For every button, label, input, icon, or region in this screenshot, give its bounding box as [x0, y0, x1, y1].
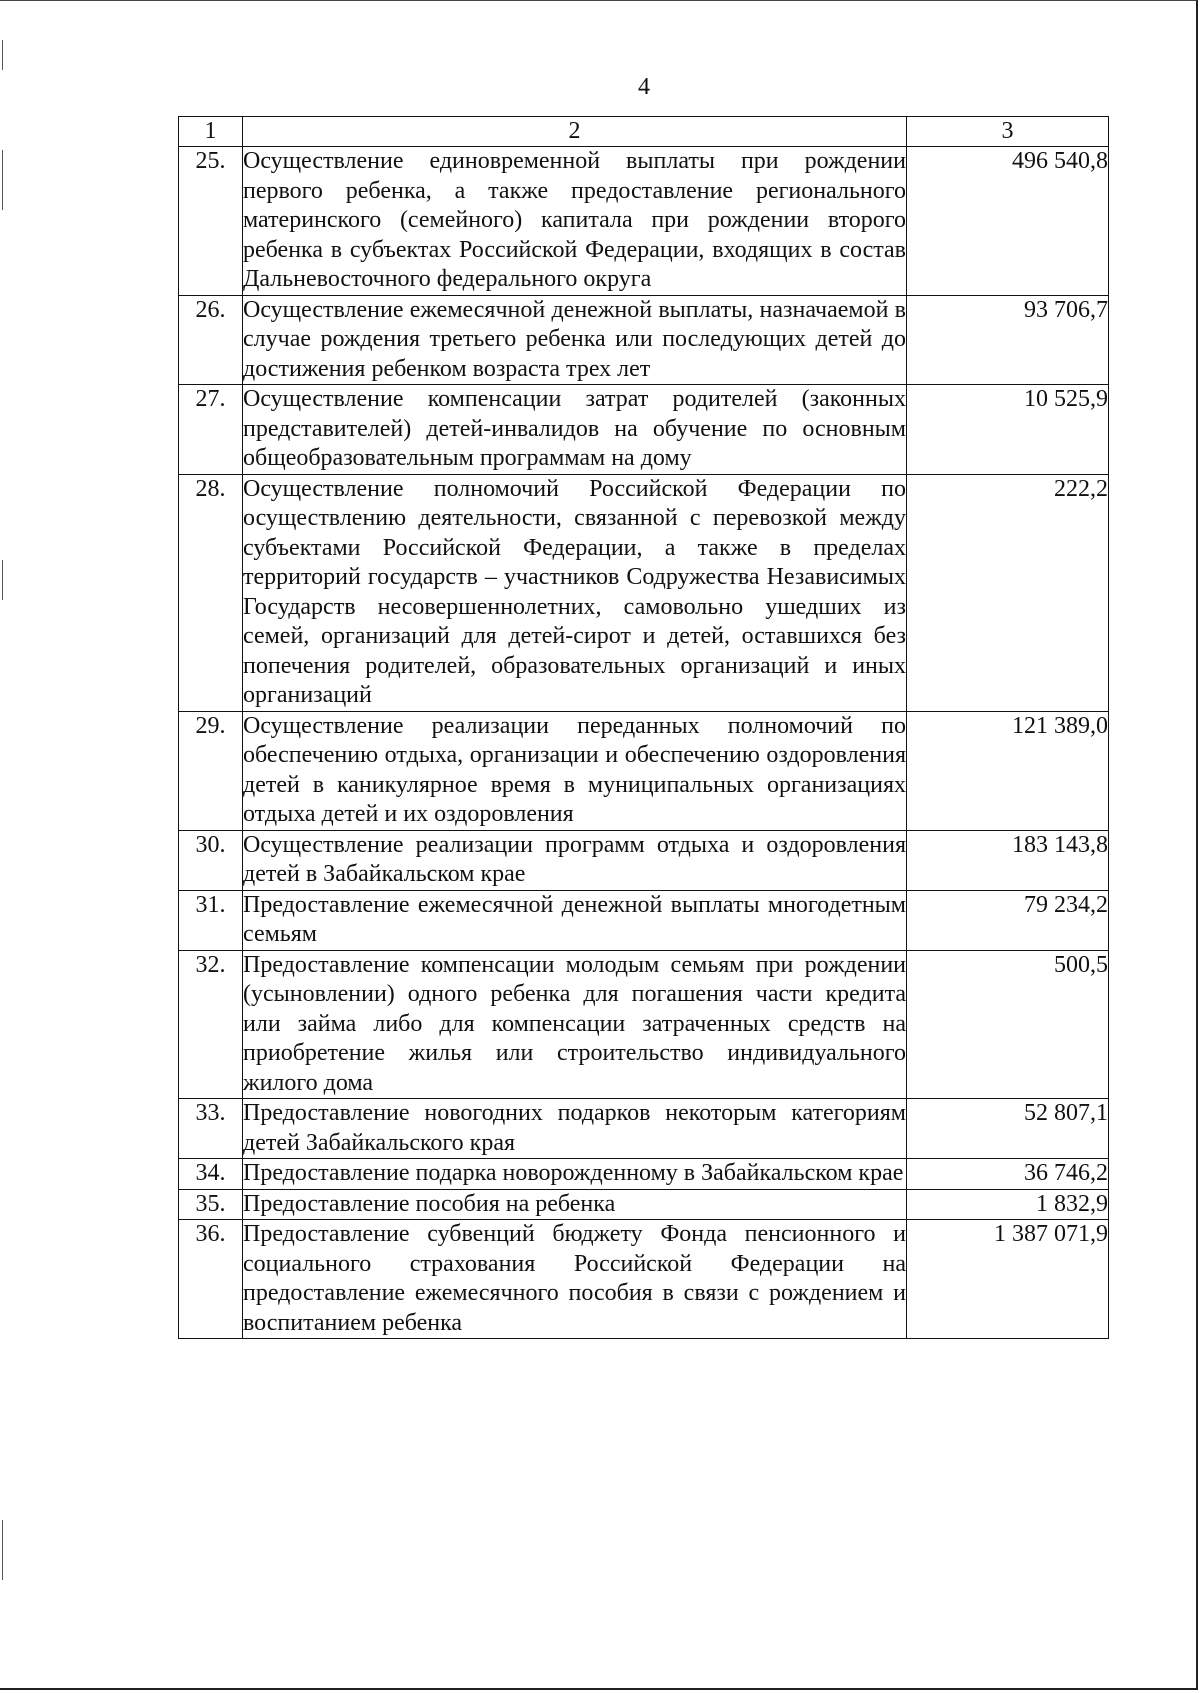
row-number: 30. [179, 830, 243, 890]
scan-mark [2, 40, 3, 70]
row-amount: 79 234,2 [907, 890, 1109, 950]
row-number: 35. [179, 1189, 243, 1220]
table-row [179, 1099, 1109, 1159]
row-number: 25. [179, 147, 243, 296]
row-number: 28. [179, 474, 243, 711]
row-number: 36. [179, 1220, 243, 1339]
row-description: Осуществление полномочий Российской Федерации по осуществлению деятельности, связанной с перевозкой между субъектами Российской Федерации, а также в пределах территорий государств – участников Содружества Независимых Государств несовершеннолетних, самовольно ушедших из семей, организаций для детей-сирот и детей, оставшихся без попечения родителей, образовательных организаций и иных организаций [243, 474, 907, 711]
header-cell-3: 3 [907, 117, 1109, 147]
page-number: 4 [638, 74, 650, 100]
row-description: Предоставление пособия на ребенка [243, 1189, 907, 1220]
row-description: Предоставление ежемесячной денежной выплаты многодетным семьям [243, 890, 907, 950]
scan-mark [2, 1520, 3, 1580]
table-row [179, 1220, 1109, 1339]
table-row [179, 1159, 1109, 1190]
table-row [179, 474, 1109, 711]
table-row [179, 295, 1109, 385]
row-number: 34. [179, 1159, 243, 1190]
table-row [179, 385, 1109, 475]
row-number: 31. [179, 890, 243, 950]
row-amount: 500,5 [907, 950, 1109, 1099]
row-description: Предоставление подарка новорожденному в Забайкальском крае [243, 1159, 907, 1190]
row-description: Предоставление субвенций бюджету Фонда пенсионного и социального страхования Российской Федерации на предоставление ежемесячного пособия в связи с рождением и воспитанием ребенка [243, 1220, 907, 1339]
table-row [179, 147, 1109, 296]
row-description: Осуществление единовременной выплаты при рождении первого ребенка, а также предоставление регионального материнского (семейного) капитала при рождении второго ребенка в субъектах Российской Федерации, входящих в состав Дальневосточного федерального округа [243, 147, 907, 296]
row-amount: 1 832,9 [907, 1189, 1109, 1220]
table-row [179, 1189, 1109, 1220]
row-amount: 10 525,9 [907, 385, 1109, 475]
scan-mark [2, 150, 3, 210]
row-amount: 36 746,2 [907, 1159, 1109, 1190]
header-cell-2: 2 [243, 117, 907, 147]
header-row [179, 117, 1109, 147]
row-description: Предоставление новогодних подарков некоторым категориям детей Забайкальского края [243, 1099, 907, 1159]
row-number: 32. [179, 950, 243, 1099]
row-description: Осуществление ежемесячной денежной выплаты, назначаемой в случае рождения третьего ребенка или последующих детей до достижения ребенком возраста трех лет [243, 295, 907, 385]
row-amount: 121 389,0 [907, 711, 1109, 830]
appropriations-table [178, 116, 1109, 1339]
row-amount: 222,2 [907, 474, 1109, 711]
row-description: Осуществление реализации переданных полномочий по обеспечению отдыха, организации и обеспечению оздоровления детей в каникулярное время в муниципальных организациях отдыха детей и их оздоровления [243, 711, 907, 830]
header-cell-1: 1 [179, 117, 243, 147]
table-row [179, 711, 1109, 830]
table-row [179, 830, 1109, 890]
row-number: 29. [179, 711, 243, 830]
row-amount: 496 540,8 [907, 147, 1109, 296]
row-description: Предоставление компенсации молодым семьям при рождении (усыновлении) одного ребенка для погашения части кредита или займа либо для компенсации затраченных средств на приобретение жилья или строительство индивидуального жилого дома [243, 950, 907, 1099]
table-row [179, 890, 1109, 950]
row-description: Осуществление реализации программ отдыха и оздоровления детей в Забайкальском крае [243, 830, 907, 890]
row-description: Осуществление компенсации затрат родителей (законных представителей) детей-инвалидов на обучение по основным общеобразовательным программам на дому [243, 385, 907, 475]
row-amount: 93 706,7 [907, 295, 1109, 385]
row-amount: 1 387 071,9 [907, 1220, 1109, 1339]
row-amount: 52 807,1 [907, 1099, 1109, 1159]
table-row [179, 950, 1109, 1099]
row-amount: 183 143,8 [907, 830, 1109, 890]
scan-mark [2, 560, 3, 600]
row-number: 26. [179, 295, 243, 385]
row-number: 33. [179, 1099, 243, 1159]
row-number: 27. [179, 385, 243, 475]
